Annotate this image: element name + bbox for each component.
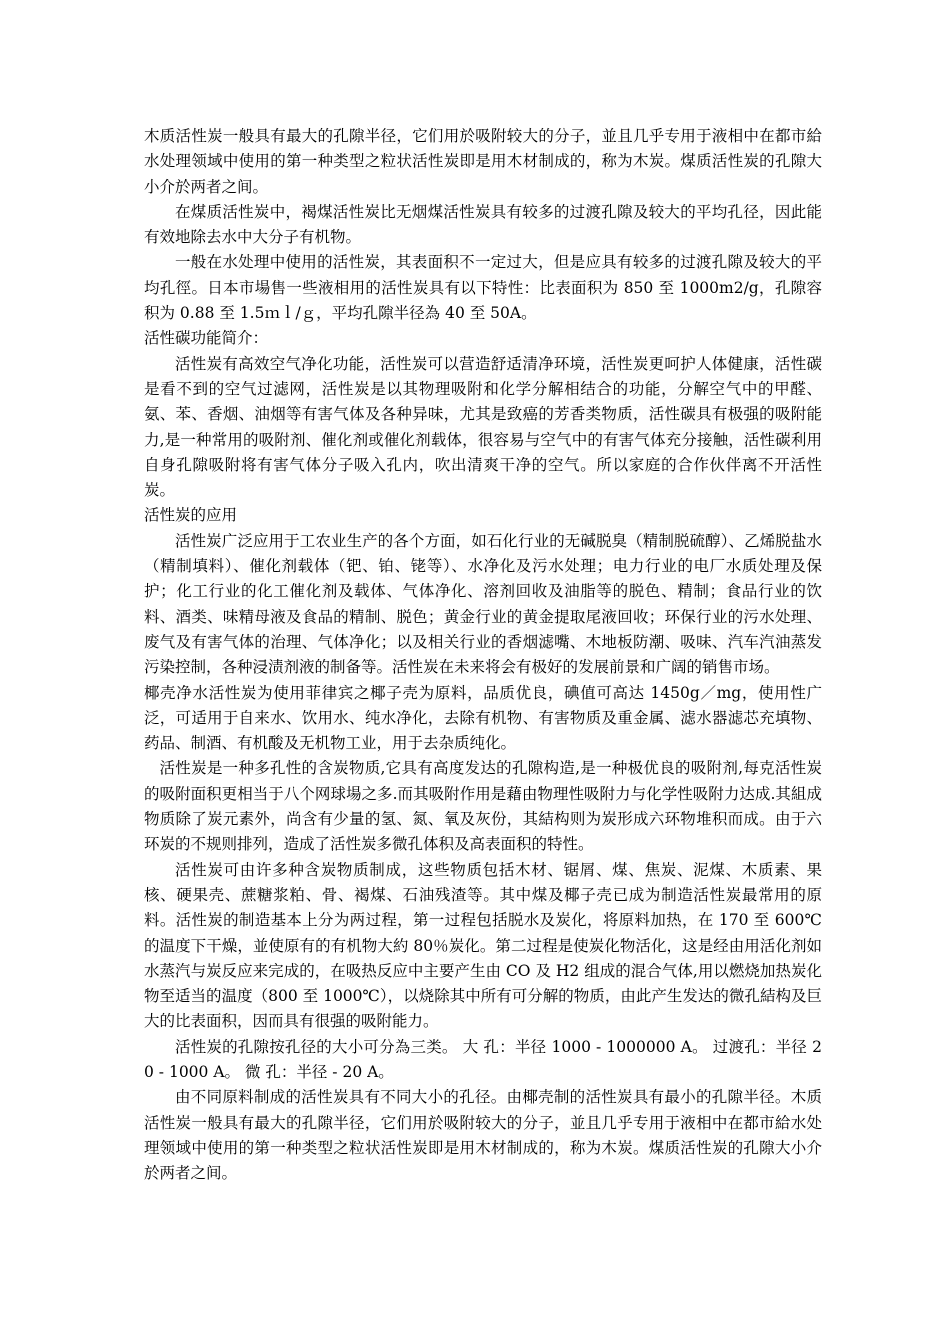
paragraph-manufacturing: 活性炭可由许多种含炭物质制成，这些物质包括木材、锯屑、煤、焦炭、泥煤、木质素、果核、硬果壳、蔗糖浆粕、骨、褐煤、石油残渣等。其中煤及椰子壳已成为制造活性炭最常用的原料。活性炭的制造基本上分为两过程，第一过程包括脱水及炭化，将原料加热，在 170 至 600℃ 的温度下干燥，並使原有的有机物大約 80％炭化。第二过程是使炭化物活化，这是经由用活化剂如水蒸汽与炭反应来完成的，在吸热反应中主要产生由 CO 及 H2 组成的混合气体,用以燃烧加热炭化物至适当的温度（800 至 1000℃），以烧除其中所有可分解的物质，由此产生发达的微孔結构及巨大的比表面积，因而具有很强的吸附能力。 [144,860,822,1031]
paragraph-coconut-shell: 椰壳净水活性炭为使用菲律宾之椰子壳为原料，品质优良，碘值可高达 1450g／mg，使用性广泛，可适用于自来水、饮用水、纯水净化，去除有机物、有害物质及重金属、滤水器滤芯充填物、药品、制酒、有机酸及无机物工业，用于去杂质纯化。 [144,683,822,753]
paragraph-pore-sizes-by-material: 由不同原料制成的活性炭具有不同大小的孔径。由椰壳制的活性炭具有最小的孔隙半径。木质活性炭一般具有最大的孔隙半径，它们用於吸附较大的分子，並且几乎专用于液相中在都市給水处理领域中使用的第一种类型之粒状活性炭即是用木材制成的，称为木炭。煤质活性炭的孔隙大小介於两者之间。 [144,1088,822,1183]
heading-applications: 活性炭的应用 [144,506,238,525]
paragraph-pore-classification: 活性炭的孔隙按孔径的大小可分為三类。 大 孔：半径 1000 - 1000000 A。 过渡孔：半径 20 - 1000 A。 微 孔：半径 - 20 A。 [144,1037,822,1081]
paragraph-coal-carbon: 在煤质活性炭中，褐煤活性炭比无烟煤活性炭具有较多的过渡孔隙及较大的平均孔径，因此能有效地除去水中大分子有机物。 [144,202,822,247]
paragraph-wood-carbon-intro: 木质活性炭一般具有最大的孔隙半径，它们用於吸附较大的分子，並且几乎专用于液相中在都市給水处理领域中使用的第一种类型之粒状活性炭即是用木材制成的，称为木炭。煤质活性炭的孔隙大小介於两者之间。 [144,127,822,196]
paragraph-air-purification: 活性炭有高效空气净化功能，活性炭可以营造舒适清净环境，活性炭更呵护人体健康，活性碳是看不到的空气过滤网，活性炭是以其物理吸附和化学分解相结合的功能，分解空气中的甲醛、氨、苯、香烟、油烟等有害气体及各种异味，尤其是致癌的芳香类物质，活性碳具有极强的吸附能力,是一种常用的吸附剂、催化剂或催化剂载体，很容易与空气中的有害气体充分接触，活性碳利用自身孔隙吸附将有害气体分子吸入孔内，吹出清爽干净的空气。所以家庭的合作伙伴离不开活性炭。 [144,354,822,500]
paragraph-water-treatment-specs: 一般在水处理中使用的活性炭，其表面积不一定过大，但是应具有较多的过渡孔隙及较大的平均孔徑。日本市場售一些液相用的活性炭具有以下特性：比表面积为 850 至 1000m2/g，孔隙容积为 0.88 至 1.5ｍｌ/ｇ，平均孔隙半径為 40 至 50A。 [144,253,822,323]
document-body [144,124,822,1186]
paragraph-porous-structure: 活性炭是一种多孔性的含炭物质,它具有高度发达的孔隙构造,是一种极优良的吸附剂,每克活性炭的吸附面积更相当于八个网球場之多.而其吸附作用是藉由物理性吸附力与化学性吸附力达成.其組成物质除了炭元素外，尚含有少量的氢、氮、氧及灰份，其結构则为炭形成六环物堆积而成。由于六环炭的不规则排列，造成了活性炭多微孔体积及高表面积的特性。 [144,759,822,854]
heading-function-intro: 活性碳功能简介： [144,329,269,348]
paragraph-industrial-applications: 活性炭广泛应用于工农业生产的各个方面，如石化行业的无碱脱臭（精制脱硫醇）、乙烯脱盐水（精制填料）、催化剂载体（钯、铂、铑等）、水净化及污水处理；电力行业的电厂水质处理及保护；化工行业的化工催化剂及载体、气体净化、溶剂回收及油脂等的脱色、精制；食品行业的饮料、酒类、味精母液及食品的精制、脱色；黄金行业的黄金提取尾液回收；环保行业的污水处理、废气及有害气体的治理、气体净化；以及相关行业的香烟滤嘴、木地板防潮、吸味、汽车汽油蒸发污染控制，各种浸渍剂液的制备等。活性炭在未来将会有极好的发展前景和广阔的销售市场。 [144,531,822,677]
